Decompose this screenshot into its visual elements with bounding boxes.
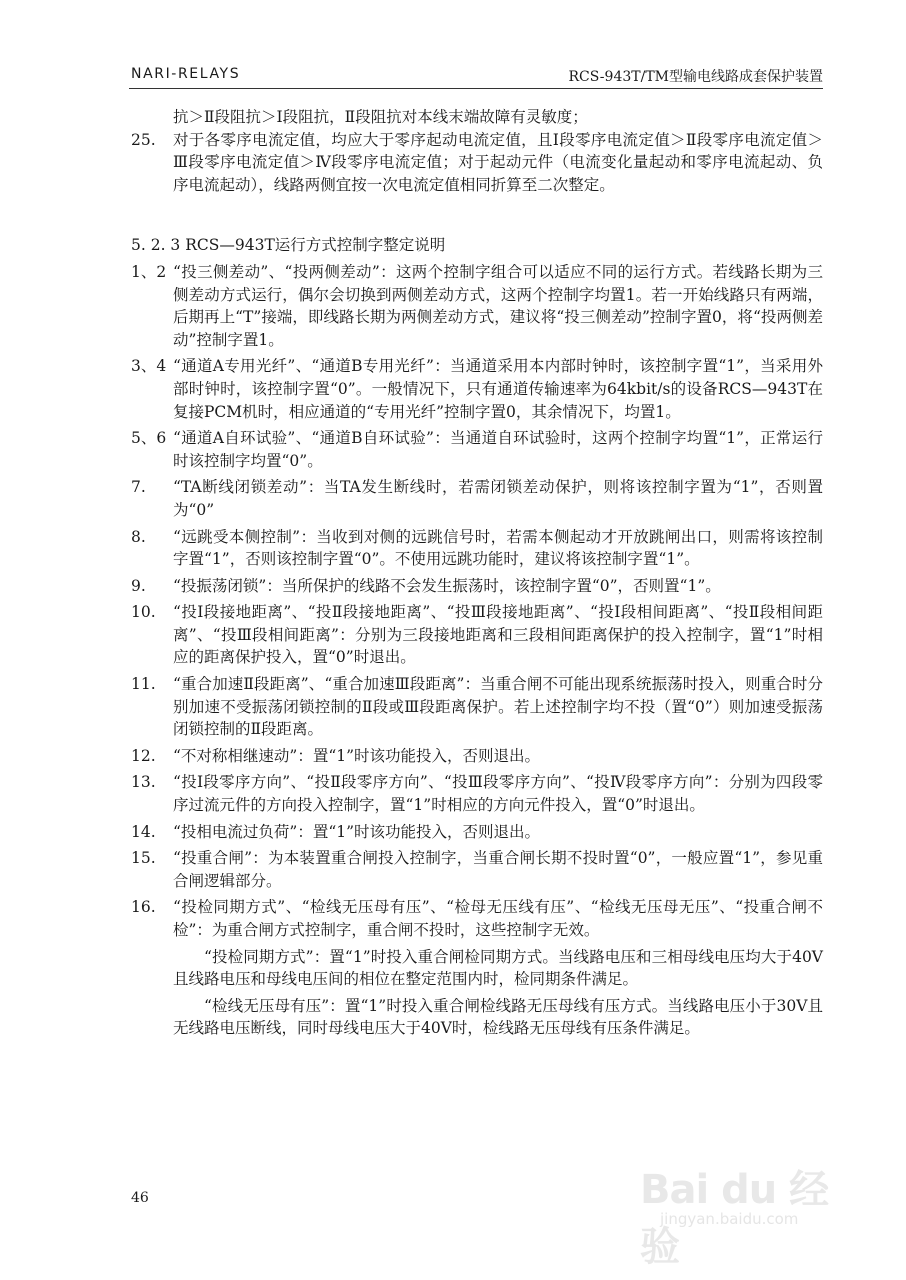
- setting-item: [131, 575, 823, 598]
- item-text: “重合加速Ⅱ段距离”、“重合加速Ⅲ段距离”：当重合闸不可能出现系统振荡时投入，则重合时分别加速不受振荡闭锁控制的Ⅱ段或Ⅲ段距离保护。若上述控制字均不投（置“0”）则加速受振荡闭锁控制的Ⅱ段距离。: [173, 675, 823, 739]
- page-number: 46: [131, 1190, 149, 1206]
- item-number: 5、6: [131, 429, 167, 448]
- continuation-paragraph: [131, 995, 823, 1040]
- item-text: “投Ⅰ段零序方向”、“投Ⅱ段零序方向”、“投Ⅲ段零序方向”、“投Ⅳ段零序方向”：分别为四段零序过流元件的方向投入控制字，置“1”时相应的方向元件投入，置“0”时退出。: [173, 773, 823, 815]
- setting-item: [131, 601, 823, 669]
- header-brand: NARI-RELAYS: [131, 66, 241, 82]
- item-number: 12.: [131, 746, 156, 765]
- setting-item: [131, 847, 823, 892]
- item-text: “投Ⅰ段接地距离”、“投Ⅱ段接地距离”、“投Ⅲ段接地距离”、“投Ⅰ段相间距离”、“投Ⅱ段相间距离”、“投Ⅲ段相间距离”：分别为三段接地距离和三段相间距离保护的投入控制字，置“1”时相应的距离保护投入，置“0”时退出。: [173, 603, 823, 667]
- item-text: “TA断线闭锁差动”：当TA发生断线时，若需闭锁差动保护，则将该控制字置为“1”，否则置为“0”: [173, 478, 823, 519]
- item-text: “投检同期方式”、“检线无压母有压”、“检母无压线有压”、“检线无压母无压”、“投重合闸不检”：为重合闸方式控制字，重合闸不投时，这些控制字无效。: [173, 898, 823, 939]
- header-product-title: RCS-943T/TM型输电线路成套保护装置: [568, 69, 823, 85]
- item-number: 13.: [131, 773, 156, 792]
- paragraph-text: “投检同期方式”：置“1”时投入重合闸检同期方式。当线路电压和三相母线电压均大于40V且线路电压和母线电压间的相位在整定范围内时，检同期条件满足。: [173, 947, 823, 989]
- watermark-url: jingyan.baidu.com: [660, 1210, 799, 1228]
- watermark-logo: Bai du 经验: [640, 1167, 829, 1270]
- item-text: “通道A自环试验”、“通道B自环试验”：当通道自环试验时，这两个控制字均置“1”，正常运行时该控制字均置“0”。: [173, 429, 823, 470]
- item-number: 7.: [131, 478, 146, 497]
- item-text: “投振荡闭锁”：当所保护的线路不会发生振荡时，该控制字置“0”，否则置“1”。: [173, 576, 721, 595]
- setting-item: [131, 261, 823, 351]
- paragraph-text: 抗＞Ⅱ段阻抗＞Ⅰ段阻抗，Ⅱ段阻抗对本线末端故障有灵敏度；: [173, 108, 588, 126]
- item-text: 对于各零序电流定值，均应大于零序起动电流定值，且Ⅰ段零序电流定值＞Ⅱ段零序电流定值＞Ⅲ段零序电流定值＞Ⅳ段零序电流定值；对于起动元件（电流变化量起动和零序电流起动、负序电流起动），线路两侧宜按一次电流定值相同折算至二次整定。: [173, 130, 823, 194]
- baidu-jingyan-watermark: [640, 1158, 850, 1270]
- header-rule: [129, 88, 823, 89]
- item-number: 1、2: [131, 262, 167, 281]
- list-item-25: [131, 129, 823, 197]
- page-header: [131, 66, 823, 90]
- paragraph-continued: [131, 106, 823, 129]
- spacer: [131, 196, 823, 218]
- document-body: [131, 106, 823, 1040]
- setting-item: [131, 476, 823, 521]
- setting-item: [131, 821, 823, 844]
- continuation-paragraph: [131, 946, 823, 991]
- item-text: “投相电流过负荷”：置“1”时该功能投入，否则退出。: [173, 822, 541, 841]
- item-text: “投三侧差动”、“投两侧差动”：这两个控制字组合可以适应不同的运行方式。若线路长期为三侧差动方式运行，偶尔会切换到两侧差动方式，这两个控制字均置1。若一开始线路只有两端，后期再上“T”接端，即线路长期为两侧差动方式，建议将“投三侧差动”控制字置0，将“投两侧差动”控制字置1。: [173, 262, 823, 349]
- item-number: 8.: [131, 527, 146, 546]
- setting-item: [131, 427, 823, 472]
- item-number: 3、4: [131, 357, 167, 376]
- item-text: “不对称相继速动”：置“1”时该功能投入，否则退出。: [173, 746, 541, 765]
- item-number: 16.: [131, 898, 156, 917]
- item-number: 9.: [131, 576, 146, 595]
- item-number: 15.: [131, 849, 156, 868]
- item-text: “投重合闸”：为本装置重合闸投入控制字，当重合闸长期不投时置“0”，一般应置“1”，参见重合闸逻辑部分。: [173, 849, 823, 890]
- section-heading: 5. 2. 3 RCS—943T运行方式控制字整定说明: [131, 236, 446, 255]
- item-text: “远跳受本侧控制”：当收到对侧的远跳信号时，若需本侧起动才开放跳闸出口，则需将该控制字置“1”，否则该控制字置“0”。不使用远跳功能时，建议将该控制字置“1”。: [173, 527, 823, 569]
- item-number: 25.: [131, 130, 156, 149]
- setting-item: [131, 771, 823, 816]
- setting-item: [131, 745, 823, 768]
- setting-item: [131, 896, 823, 941]
- item-text: “通道A专用光纤”、“通道B专用光纤”：当通道采用本内部时钟时，该控制字置“1”，当采用外部时钟时，该控制字置“0”。一般情况下，只有通道传输速率为64kbit/s的设备RCS—943T在复接PCM机时，相应通道的“专用光纤”控制字置0，其余情况下，均置1。: [173, 357, 823, 421]
- setting-item: [131, 355, 823, 423]
- item-number: 10.: [131, 603, 156, 622]
- setting-item: [131, 673, 823, 741]
- paragraph-text: “检线无压母有压”：置“1”时投入重合闸检线路无压母线有压方式。当线路电压小于30V且无线路电压断线，同时母线电压大于40V时，检线路无压母线有压条件满足。: [173, 996, 823, 1038]
- item-number: 11.: [131, 675, 156, 694]
- setting-item: [131, 526, 823, 571]
- item-number: 14.: [131, 822, 156, 841]
